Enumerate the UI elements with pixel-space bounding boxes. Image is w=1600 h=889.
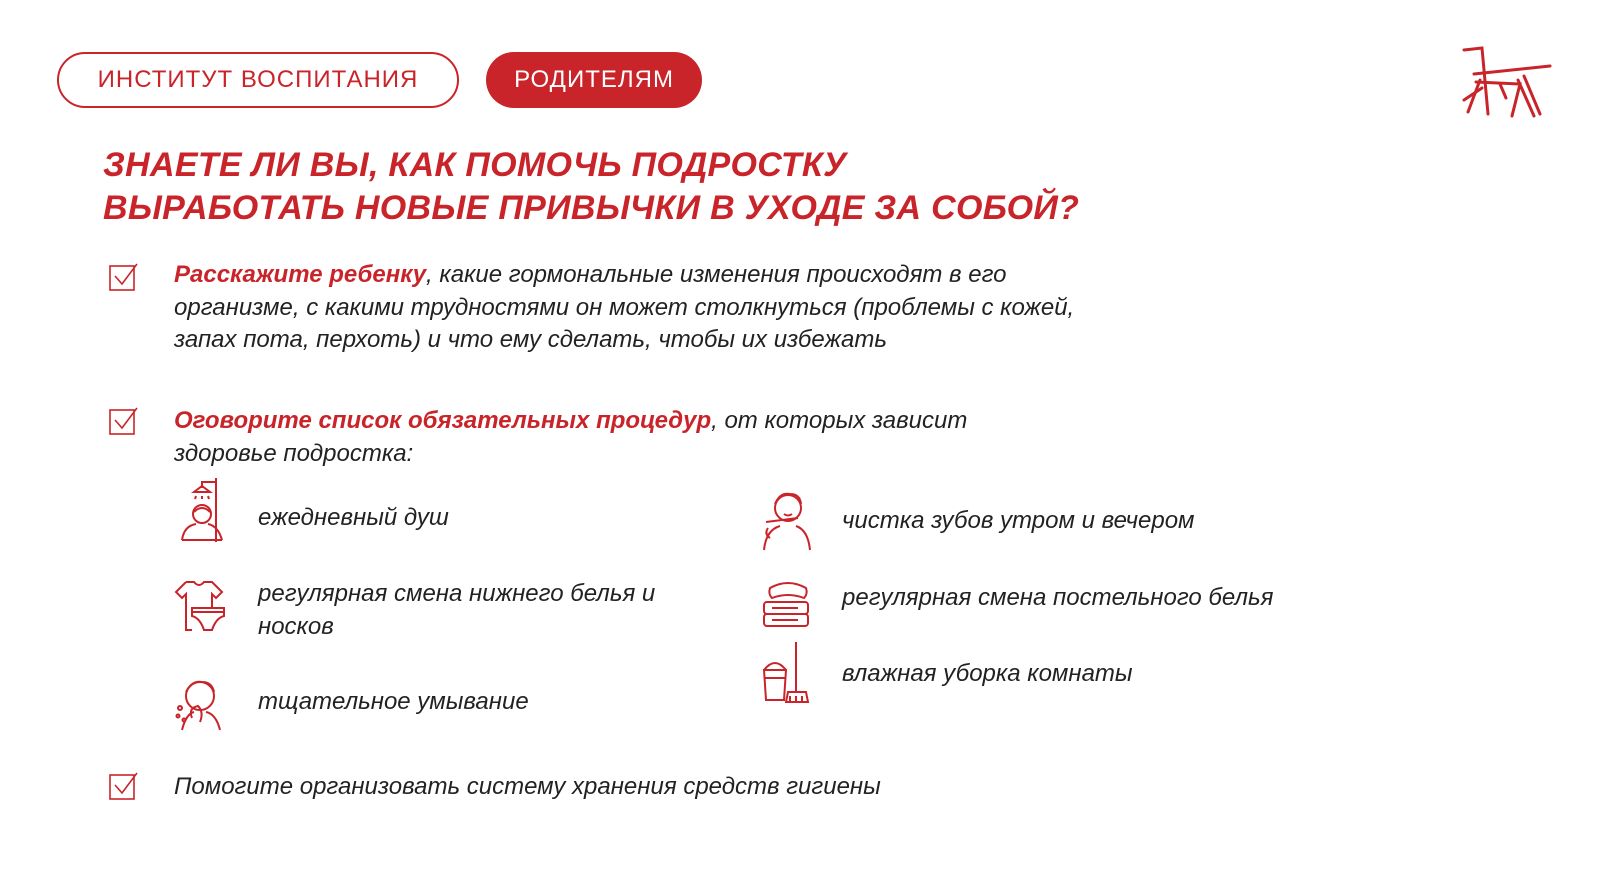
title-line-1: ЗНАЕТЕ ЛИ ВЫ, КАК ПОМОЧЬ ПОДРОСТКУ — [103, 146, 847, 184]
checkbox-icon — [108, 771, 138, 801]
checklist-item-2-lead: Оговорите список обязательных процедур — [174, 407, 712, 434]
checklist-item-3-text: Помогите организовать систему хранения средств гигиены — [174, 773, 881, 800]
audience-tag[interactable]: РОДИТЕЛЯМ — [486, 52, 702, 108]
shower-icon — [178, 476, 232, 544]
face-washing-icon — [172, 668, 226, 736]
procedure-label: ежедневный душ — [258, 504, 449, 531]
page-title — [103, 144, 1079, 230]
clothes-icon — [172, 578, 226, 646]
checklist-item-1-lead: Расскажите ребенку — [174, 261, 427, 288]
bed-linen-icon — [758, 572, 812, 640]
procedure-label: тщательное умывание — [258, 688, 529, 715]
procedure-label: влажная уборка комнаты — [842, 660, 1133, 687]
checklist-item-3 — [174, 771, 1074, 804]
bucket-mop-icon — [760, 640, 814, 708]
chair-logo-icon — [1460, 44, 1556, 126]
toothbrush-icon — [758, 488, 812, 556]
procedure-label: регулярная смена нижнего белья и носков — [258, 580, 656, 640]
checklist-item-1-text: , какие гормональные изменения происходят в его организме, с какими трудностями он может столкнуться (проблемы с кожей, запах пота, перхоть) и что ему сделать, чтобы их избежать — [174, 261, 1075, 353]
checklist-item-1 — [174, 259, 1104, 357]
checklist-item-2 — [174, 405, 1074, 470]
checklist-item-2-text: , от которых зависит здоровье подростка: — [174, 407, 968, 467]
procedure-label: чистка зубов утром и вечером — [842, 507, 1195, 534]
checkbox-icon — [108, 406, 138, 436]
title-line-2: ВЫРАБОТАТЬ НОВЫЕ ПРИВЫЧКИ В УХОДЕ ЗА СОБОЙ? — [103, 189, 1080, 227]
institute-tag[interactable]: ИНСТИТУТ ВОСПИТАНИЯ — [57, 52, 459, 108]
procedure-label: регулярная смена постельного белья — [842, 584, 1274, 611]
checkbox-icon — [108, 262, 138, 292]
